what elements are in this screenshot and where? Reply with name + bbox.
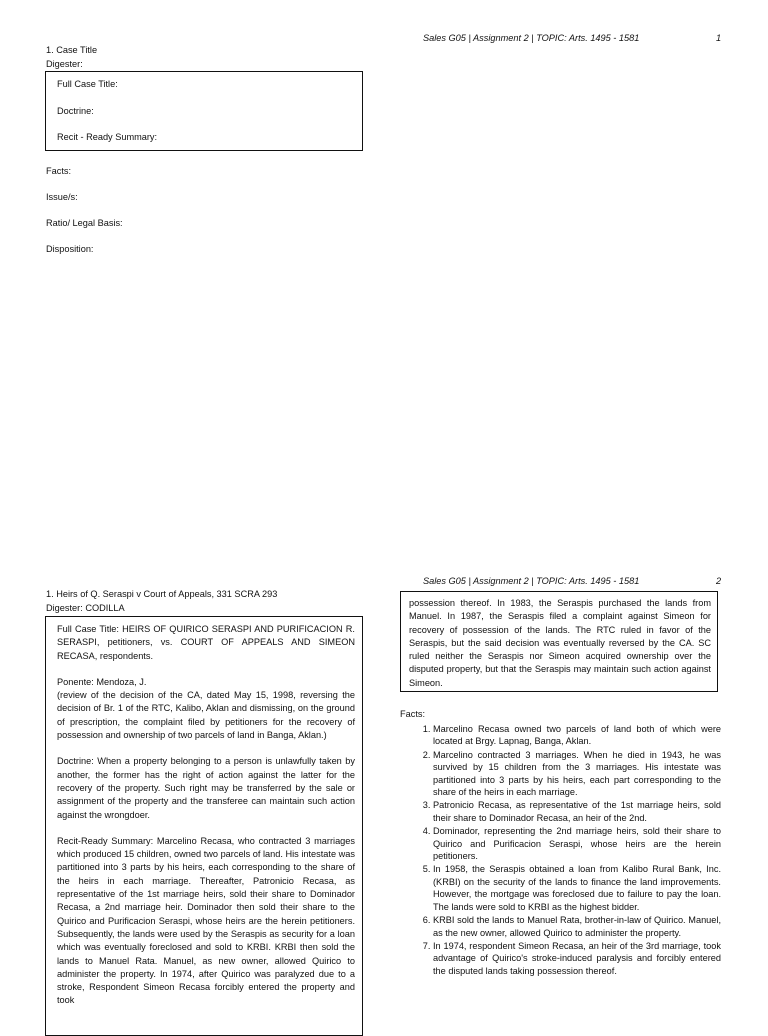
page1-facts-label: Facts: [46, 166, 72, 176]
page1-doctrine: Doctrine: [57, 106, 94, 116]
page2-facts-label: Facts: [400, 709, 426, 719]
page2-doctrine: Doctrine: When a property belonging to a person is unlawfully taken by another, the former has the right of action against the latter for the recovery of the property. Such right may be transferred by the sale or assignment of the property and the transferee can maintain such action against the wrongdoer. [57, 756, 355, 820]
fact-item: 7. In 1974, respondent Simeon Recasa, an heir of the 3rd marriage, took advantage of Quirico's stroke-induced paralysis and forcibly entered the disputed lands taking possession thereof. [433, 940, 721, 977]
page1-disposition-label: Disposition: [46, 244, 94, 254]
page2-right-box [400, 591, 718, 692]
page1-number: 1 [716, 33, 722, 43]
page2-ponente: Ponente: Mendoza, J. [57, 676, 147, 687]
fact-item: 4. Dominador, representing the 2nd marriage heirs, sold their share to Quirico and Purificacion Seraspi, whose heirs are the herein petitioners. [433, 825, 721, 862]
fact-item: 5. In 1958, the Seraspis obtained a loan from Kalibo Rural Bank, Inc. (KRBI) on the security of the lands to finance the land improvements. However, the mortgage was foreclosed due to failure to pay the loan. The lands were sold to KRBI as the highest bidder. [433, 863, 721, 913]
page1-header: Sales G05 | Assignment 2 | TOPIC: Arts. 1495 - 1581 [423, 33, 640, 43]
page1-issues-label: Issue/s: [46, 192, 78, 202]
page1-digester: Digester: [46, 59, 83, 69]
page1-full-case-title: Full Case Title: [57, 79, 118, 89]
page2-recit: Recit-Ready Summary: Marcelino Recasa, who contracted 3 marriages which produced 15 children, owned two parcels of land. His intestate was partitioned into 3 parts by his heirs, each corresponding to the share of the heirs in each marriage. Thereafter, Patronicio Recasa, as representative of the 1st marriage heirs, sold their share to Dominador Recasa, a 2nd marriage heir. Dominador then sold their share to the Quirico and Purificacion Seraspi, whose heirs are the herein petitioners. Subsequently, the lands were used by the Seraspis as security for a loan which was eventually foreclosed and sold to KRBI. KRBI then sold the lands to Manuel Rata. Manuel, as new owner, allowed Quirico to administer the property. In 1974, after Quirico was paralyzed due to a stroke, Respondent Simeon Recasa forcibly entered the property and took [57, 835, 355, 1006]
fact-item: 3. Patronicio Recasa, as representative of the 1st marriage heirs, sold their share to Dominador Recasa, an heir of the 2nd. [433, 799, 721, 824]
page2-facts-list-wrap [405, 723, 721, 978]
fact-item: 6. KRBI sold the lands to Manuel Rata, brother-in-law of Quirico. Manuel, as the new owner, allowed Quirico to administer the property. [433, 914, 721, 939]
page2-facts-list [405, 723, 721, 977]
page2-full-case-title: Full Case Title: HEIRS OF QUIRICO SERASPI AND PURIFICACION R. SERASPI, petitioners, vs. COURT OF APPEALS AND SIMEON RECASA, respondents. [57, 624, 355, 661]
page1-ratio-label: Ratio/ Legal Basis: [46, 218, 123, 228]
page2-left-box [45, 616, 363, 1036]
page2-digester: Digester: CODILLA [46, 603, 125, 613]
page2-header: Sales G05 | Assignment 2 | TOPIC: Arts. 1495 - 1581 [423, 576, 640, 586]
fact-item: 1. Marcelino Recasa owned two parcels of land both of which were located at Brgy. Lapnag, Banga, Aklan. [433, 723, 721, 748]
page1-case-title: 1. Case Title [46, 45, 98, 55]
page1-summary-box [45, 71, 363, 151]
page2-case-title: 1. Heirs of Q. Seraspi v Court of Appeals, 331 SCRA 293 [46, 589, 278, 599]
page2-right-box-text: possession thereof. In 1983, the Seraspis purchased the lands from Manuel. In 1987, the Seraspis filed a complaint against Simeon for recovery of possession of the lands. The RTC ruled in favor of the Seraspis, but the said decision was eventually reversed by the CA. SC ruled neither the Seraspis nor Simeon acquired ownership over the disputed property, but that the Seraspis may maintain such action against Simeon. [409, 598, 711, 688]
page2-review: (review of the decision of the CA, dated May 15, 1998, reversing the decision of Br. 1 of the RTC, Kalibo, Aklan and dismissing, on the ground of prescription, the complaint filed by petitioners for the recovery of possession and ownership of two parcels of land in Banga, Aklan.) [57, 690, 355, 741]
fact-item: 2. Marcelino contracted 3 marriages. When he died in 1943, he was survived by 15 children from the 3 marriages. His intestate was partitioned into 3 parts by his heirs, each part corresponding to the share of the heirs in each marriage. [433, 749, 721, 799]
page1-recit: Recit - Ready Summary: [57, 132, 158, 142]
page2-number: 2 [716, 576, 722, 586]
